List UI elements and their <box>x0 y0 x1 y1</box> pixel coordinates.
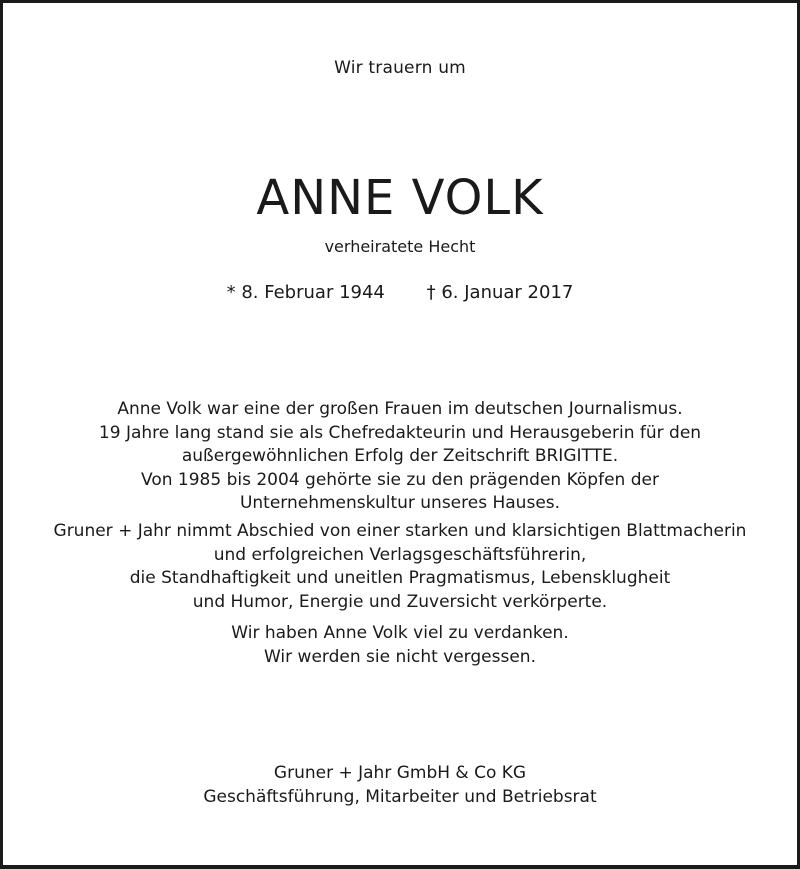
text-line: Anne Volk war eine der großen Frauen im deutschen Journalismus. <box>117 399 683 419</box>
married-name: verheiratete Hecht <box>324 237 476 256</box>
life-dates <box>0 282 800 303</box>
intro-text: Wir trauern um <box>334 58 466 78</box>
tribute-paragraph-3 <box>0 622 800 669</box>
text-line: Wir werden sie nicht vergessen. <box>264 646 536 667</box>
birth-date: * 8. Februar 1944 <box>226 282 385 303</box>
text-line: 19 Jahre lang stand sie als Chefredakteurin und Herausgeberin für den <box>98 422 702 443</box>
text-line: Unternehmenskultur unseres Hauses. <box>239 493 561 513</box>
signatories: Geschäftsführung, Mitarbeiter und Betriebsrat <box>203 787 597 807</box>
text-line: außergewöhnlichen Erfolg der Zeitschrift BRIGITTE. <box>181 446 619 466</box>
company-name: Gruner + Jahr GmbH & Co KG <box>273 763 527 783</box>
text-line: Von 1985 bis 2004 gehörte sie zu den prägenden Köpfen der <box>141 469 659 490</box>
text-line: die Standhaftigkeit und uneitlen Pragmatismus, Lebensklugheit <box>129 568 671 588</box>
text-line: Wir haben Anne Volk viel zu verdanken. <box>231 623 569 643</box>
text-line: und erfolgreichen Verlagsgeschäftsführerin, <box>213 544 587 565</box>
tribute-paragraph-1 <box>0 398 800 516</box>
deceased-name: ANNE VOLK <box>256 170 544 226</box>
signature-block <box>0 761 800 809</box>
death-date: † 6. Januar 2017 <box>426 282 574 303</box>
tribute-paragraph-2 <box>0 520 800 614</box>
text-line: Gruner + Jahr nimmt Abschied von einer starken und klarsichtigen Blattmacherin <box>53 521 747 541</box>
text-line: und Humor, Energie und Zuversicht verkörperte. <box>192 591 608 612</box>
